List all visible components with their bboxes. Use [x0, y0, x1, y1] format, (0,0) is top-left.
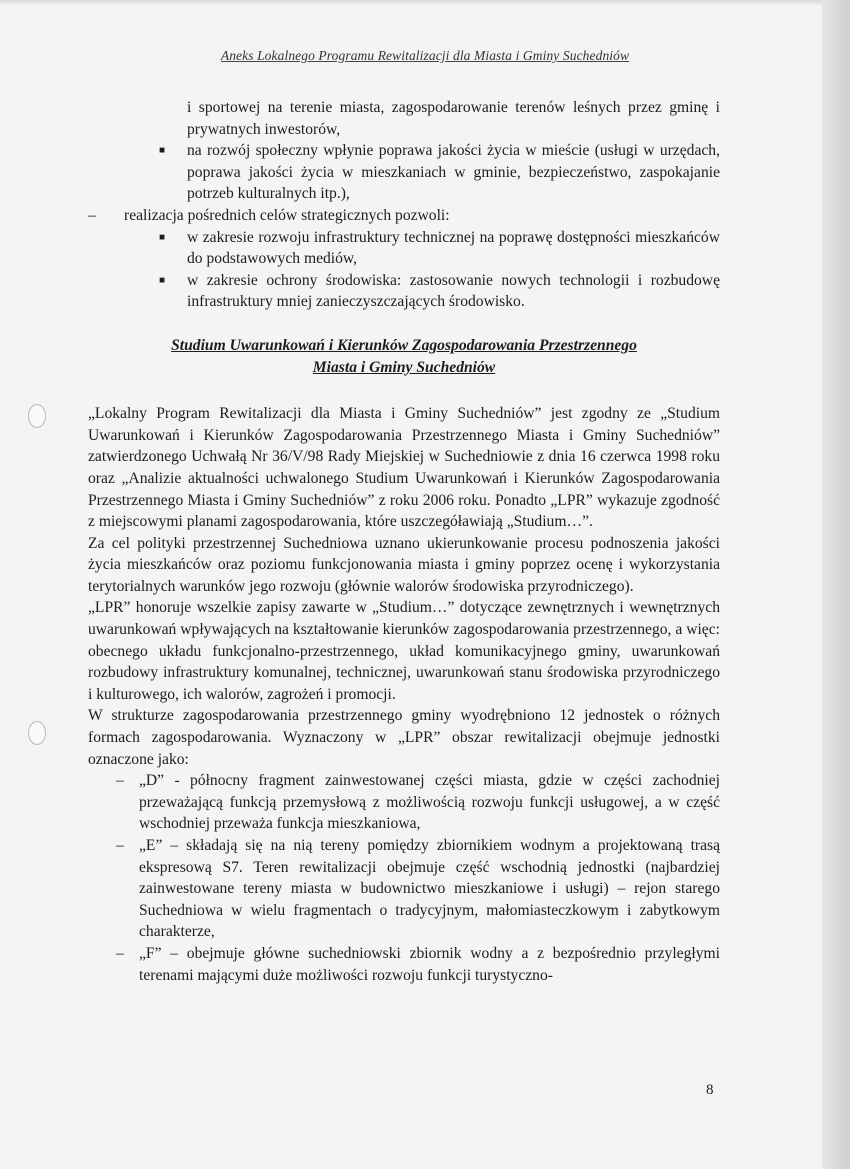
page-body: [88, 97, 720, 986]
list-item: [88, 270, 720, 313]
dash-marker: –: [116, 772, 124, 790]
paragraph: „Lokalny Program Rewitalizacji dla Miasta i Gminy Suchedniów” jest zgodny ze „Studium Uwarunkowań i Kierunków Zagospodarowania Przestrzennego Miasta i Gminy Suchedniów” zatwierdzonego Uchwałą Nr 36/V/98 Rady Miejskiej w Suchedniowie z dnia 16 czerwca 1998 roku oraz „Analizie aktualności uchwalonego Studium Uwarunkowań i Kierunków Zagospodarowania Przestrzennego Miasta i Gminy Suchedniów” z roku 2006 roku. Ponadto „LPR” wykazuje zgodność z miejscowymi planami zagospodarowania, które uszczegóławiają „Studium…”.: [88, 405, 720, 531]
list-item: [88, 97, 720, 140]
punch-hole-upper: [28, 404, 46, 428]
punch-hole-lower: [28, 721, 46, 745]
list-item-text: w zakresie rozwoju infrastruktury technicznej na poprawę dostępności mieszkańców do podstawowych mediów,: [187, 228, 720, 268]
scan-edge-top: [0, 0, 850, 6]
scan-edge: [822, 0, 850, 1169]
paragraph: W strukturze zagospodarowania przestrzennego gminy wyodrębniono 12 jednostek o różnych formach zagospodarowania. Wyznaczony w „LPR” obszar rewitalizacji obejmuje jednostki oznaczone jako:: [88, 707, 720, 768]
list-item: [88, 140, 720, 205]
unit-item-text: „E” – składają się na nią tereny pomiędzy zbiornikiem wodnym a projektowaną trasą ekspresową S7. Teren rewitalizacji obejmuje część wschodnią jednostki (najbardziej zainwestowane tereny miasta w budownictwo mieszkaniowe i usługi) – rejon starego Suchedniowa w wielu fragmentach o tradycyjnym, małomiasteczkowym i zabytkowym charakterze,: [139, 837, 720, 941]
bullet-marker: ■: [159, 231, 166, 243]
bullet-marker: ■: [159, 274, 166, 286]
running-header-text: Aneks Lokalnego Programu Rewitalizacji dla Miasta i Gminy Suchedniów: [220, 48, 630, 63]
list-item-text: na rozwój społeczny wpłynie poprawa jakości życia w mieście (usługi w urzędach, poprawa jakości życia w mieszkaniach w gminie, bezpieczeństwo, zaspokajanie potrzeb kulturalnych itp.),: [187, 142, 720, 203]
unit-item: [88, 943, 720, 986]
list-item-text: realizacja pośrednich celów strategicznych pozwoli:: [124, 206, 450, 224]
page-number: 8: [706, 1082, 714, 1098]
unit-item-text: „D” - północny fragment zainwestowanej części miasta, gdzie w części zachodniej przeważającą funkcją przemysłową z możliwością rozwoju funkcji usługowej, a w część wschodniej przeważa funkcja mieszkaniowa,: [139, 772, 720, 833]
unit-item: [88, 835, 720, 943]
dash-marker: –: [116, 944, 124, 962]
list-item-text: w zakresie ochrony środowiska: zastosowanie nowych technologii i rozbudowę infrastruktury mniej zanieczyszczających środowisko.: [187, 271, 720, 311]
unit-item: [88, 770, 720, 835]
paragraph: „LPR” honoruje wszelkie zapisy zawarte w „Studium…” dotyczące zewnętrznych i wewnętrznych uwarunkowań wpływających na kształtowanie kierunków zagospodarowania przestrzennego, a więc: obecnego układu funkcjonalno-przestrzennego, układ komunikacyjnego gminy, uwarunkowań rozbudowy infrastruktury komunalnej, technicznej, uwarunkowań stanu środowiska przyrodniczego i kulturowego, ich walorów, zagrożeń i promocji.: [88, 599, 720, 703]
running-header: [0, 48, 850, 64]
bullet-marker: ■: [159, 145, 166, 157]
paragraph: Za cel polityki przestrzennej Suchedniowa uznano ukierunkowanie procesu podnoszenia jakości życia mieszkańców oraz poziomu funkcjonowania miasta i gminy poprzez ocenę i wykorzystania terytorialnych warunków jego rozwoju (głównie walorów środowiska przyrodniczego).: [88, 534, 720, 595]
list-item: [88, 205, 720, 227]
section-heading-line-1: Studium Uwarunkowań i Kierunków Zagospodarowania Przestrzennego: [171, 336, 637, 354]
section-heading: [88, 335, 720, 378]
unit-item-text: „F” – obejmuje główne suchedniowski zbiornik wodny a z bezpośrednio przyległymi terenami mającymi duże możliwości rozwoju funkcji turystyczno-: [139, 944, 720, 984]
section-heading-line-2: Miasta i Gminy Suchedniów: [312, 358, 496, 376]
list-item: [88, 227, 720, 270]
dash-marker: –: [88, 206, 96, 224]
list-item-text: i sportowej na terenie miasta, zagospodarowanie terenów leśnych przez gminę i prywatnych inwestorów,: [187, 99, 720, 138]
dash-marker: –: [116, 837, 124, 854]
